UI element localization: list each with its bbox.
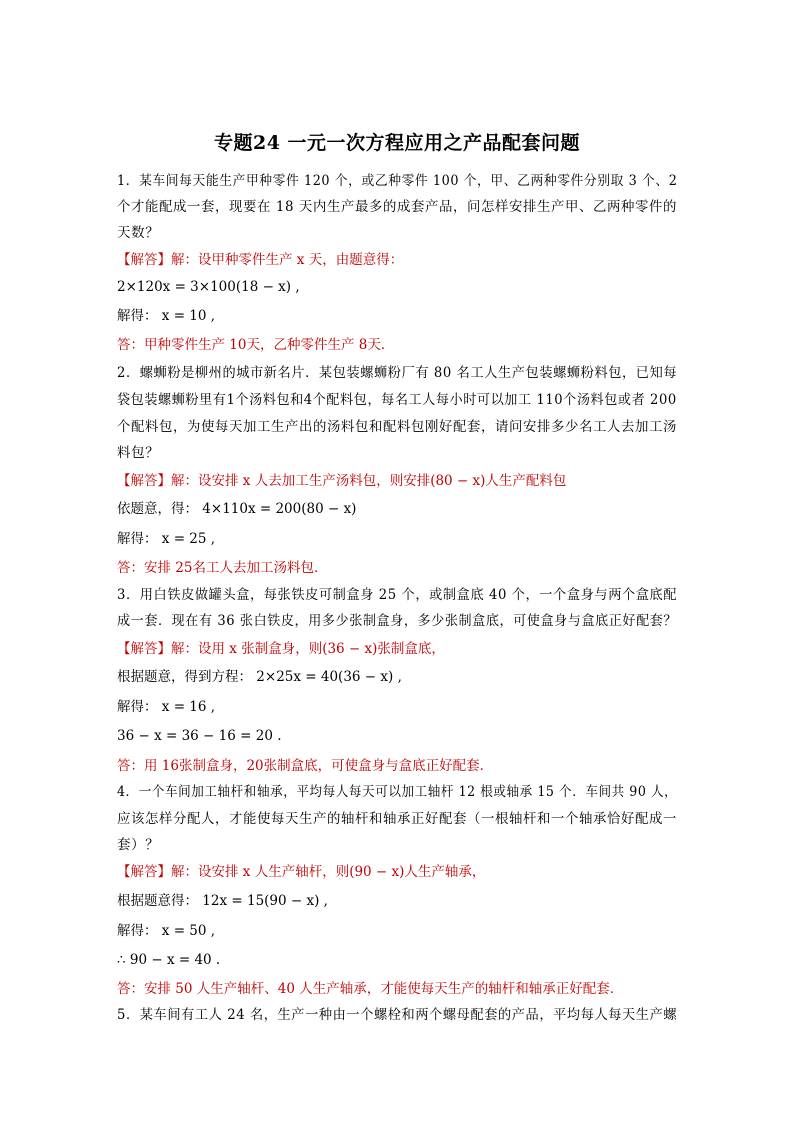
problem-2-line-4: 料包？ bbox=[117, 445, 160, 461]
problem-4-conclusion: 答：安排 50 人生产轴杆、40 人生产轴承，才能使每天生产的轴杆和轴承正好配套． bbox=[117, 981, 624, 997]
problem-4-line-1: 4．一个车间加工轴杆和轴承，平均每人每天可以加工轴杆 12 根或轴承 15 个．车间共 90 人， bbox=[117, 784, 678, 800]
problem-3-answer-setup: 【解答】解：设用 x 张制盒身，则(36 − x)张制盒底， bbox=[117, 641, 445, 657]
problem-3-computation: 36 − x = 36 − 16 = 20 . bbox=[117, 728, 282, 744]
problem-3-solution: 解得： x = 16 , bbox=[117, 699, 216, 715]
problem-2-answer-setup: 【解答】解：设安排 x 人去加工生产汤料包，则安排(80 − x)人生产配料包 bbox=[117, 473, 567, 489]
problem-5-line-1: 5．某车间有工人 24 名，生产一种由一个螺栓和两个螺母配套的产品，平均每人每天生产螺 bbox=[117, 1007, 678, 1023]
problem-1-equation: 2×120x = 3×100(18 − x) , bbox=[117, 279, 300, 295]
problem-2-solution: 解得： x = 25 , bbox=[117, 531, 216, 547]
problem-1-conclusion: 答：甲种零件生产 10天，乙种零件生产 8天． bbox=[117, 337, 395, 353]
problem-4-line-3: 套）？ bbox=[117, 837, 160, 853]
problem-3-line-2: 成一套．现在有 36 张白铁皮，用多少张制盒身，多少张制盒底，可使盒身与盒底正好配套？ bbox=[117, 613, 678, 629]
problem-3-equation: 根据题意，得到方程： 2×25x = 40(36 − x) , bbox=[117, 669, 402, 685]
problem-4-equation: 根据题意得： 12x = 15(90 − x) , bbox=[117, 893, 328, 909]
problem-3-line-1: 3．用白铁皮做罐头盒，每张铁皮可制盒身 25 个，或制盒底 40 个，一个盒身与两个盒底配 bbox=[117, 587, 678, 603]
problem-1-line-3: 天数？ bbox=[117, 225, 160, 241]
problem-2-line-2: 袋包装螺蛳粉里有1个汤料包和4个配料包，每名工人每小时可以加工 110个汤料包或者 200 bbox=[117, 392, 677, 408]
problem-4-answer-setup: 【解答】解：设安排 x 人生产轴杆，则(90 − x)人生产轴承， bbox=[117, 864, 486, 880]
problem-2-line-1: 2．螺蛳粉是柳州的城市新名片．某包装螺蛳粉厂有 80 名工人生产包装螺蛳粉料包，已知每 bbox=[117, 365, 678, 381]
problem-3-conclusion: 答：用 16张制盒身，20张制盒底，可使盒身与盒底正好配套． bbox=[117, 758, 494, 774]
problem-2-conclusion: 答：安排 25名工人去加工汤料包． bbox=[117, 560, 328, 576]
problem-4-solution: 解得： x = 50 , bbox=[117, 923, 216, 939]
page-title: 专题24 一元一次方程应用之产品配套问题 bbox=[213, 132, 581, 154]
problem-4-line-2: 应该怎样分配人，才能使每天生产的轴杆和轴承正好配套（一根轴杆和一个轴承恰好配成一 bbox=[117, 811, 677, 827]
problem-1-solution: 解得： x = 10 , bbox=[117, 308, 216, 324]
problem-2-equation: 依题意，得： 4×110x = 200(80 − x) bbox=[117, 501, 357, 517]
problem-1-line-2: 个才能配成一套，现要在 18 天内生产最多的成套产品，问怎样安排生产甲、乙两种零件的 bbox=[117, 199, 677, 215]
problem-2-line-3: 个配料包，为使每天加工生产出的汤料包和配料包刚好配套，请问安排多少名工人去加工汤 bbox=[117, 419, 677, 435]
problem-1-answer-setup: 【解答】解：设甲种零件生产 x 天，由题意得： bbox=[117, 252, 404, 268]
problem-4-computation: ∴ 90 − x = 40 . bbox=[117, 952, 221, 968]
problem-1-line-1: 1．某车间每天能生产甲种零件 120 个，或乙种零件 100 个，甲、乙两种零件分别取 3 个、2 bbox=[117, 173, 678, 189]
